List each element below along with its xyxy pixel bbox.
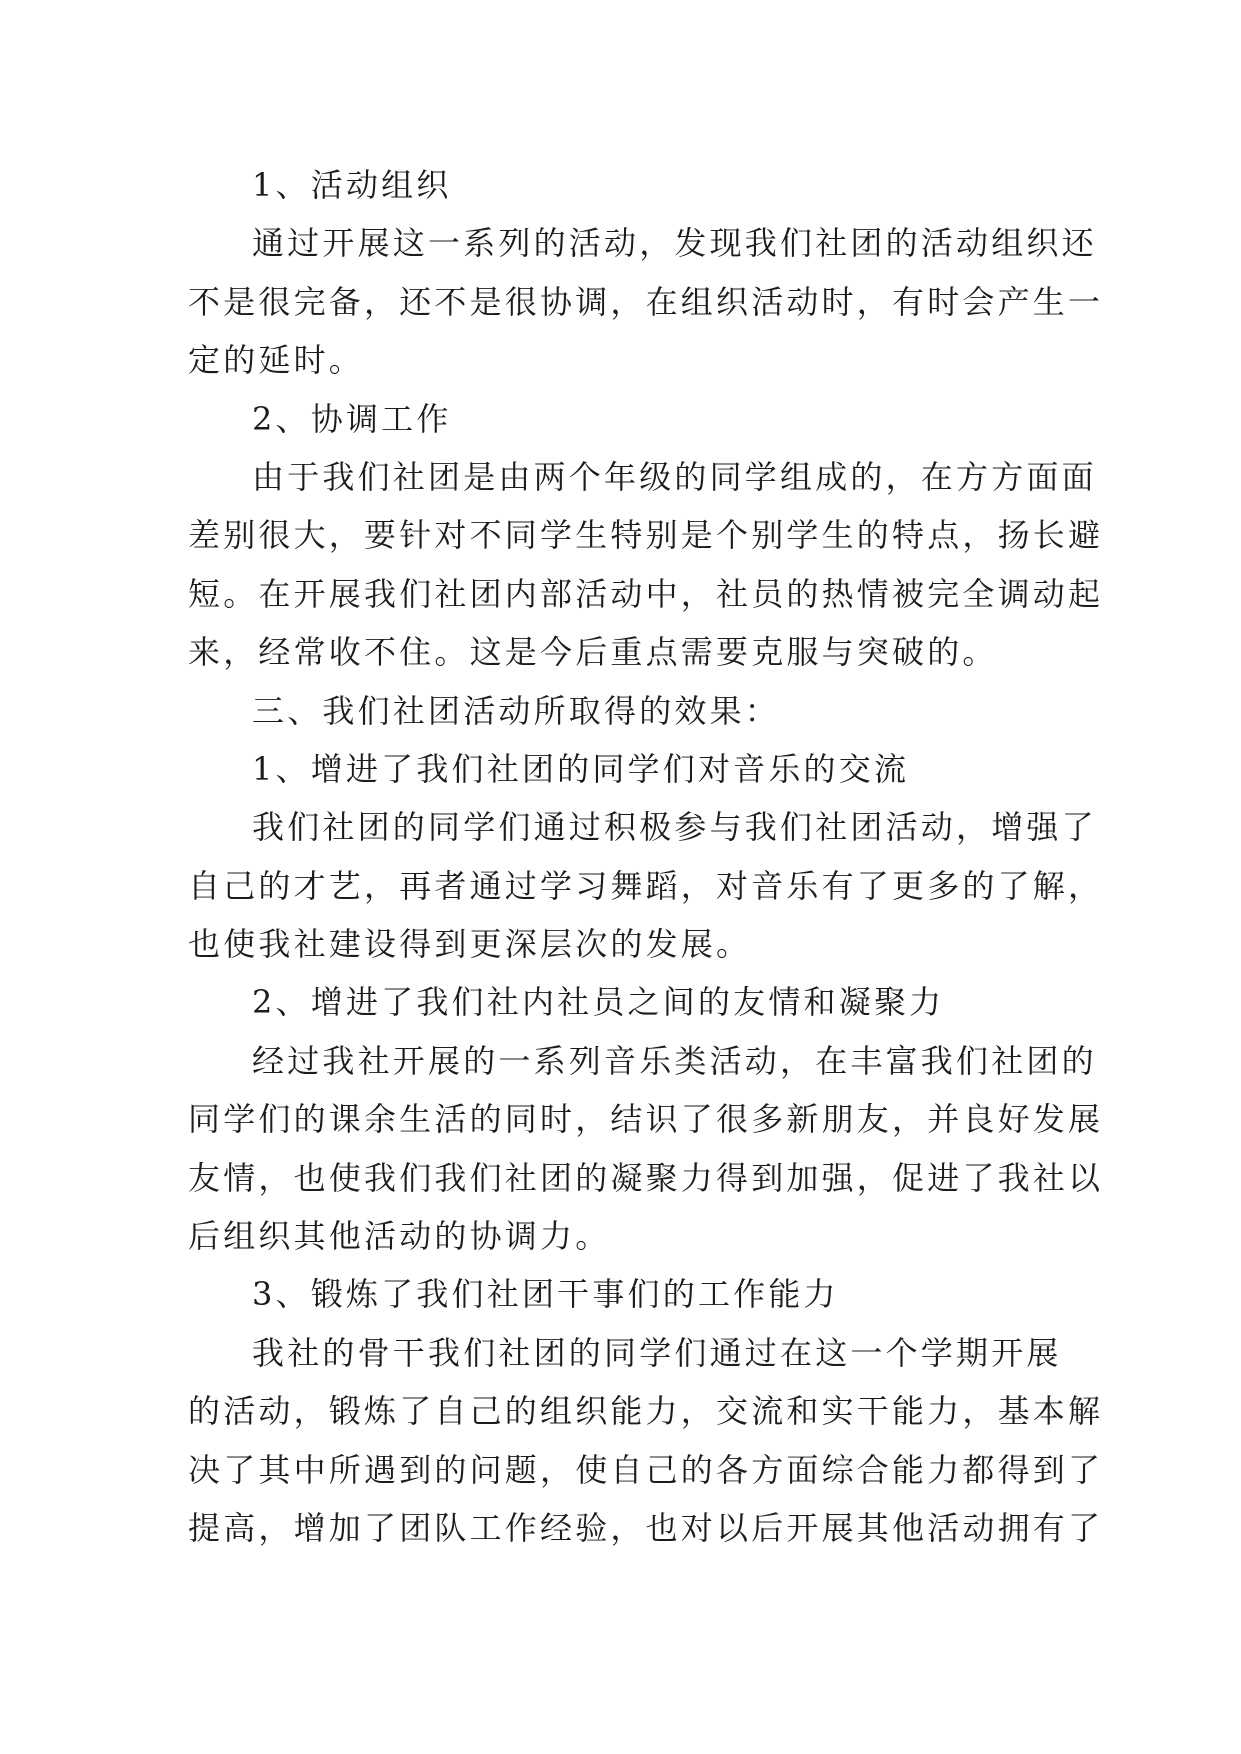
section-heading-coordination: 2、协调工作 — [252, 399, 452, 438]
paragraph-line: 不是很完备，还不是很协调，在组织活动时，有时会产生一 — [188, 282, 1104, 321]
paragraph-line: 决了其中所遇到的问题，使自己的各方面综合能力都得到了 — [188, 1450, 1104, 1489]
section-heading-results: 三、我们社团活动所取得的效果： — [252, 691, 781, 730]
paragraph-line: 经过我社开展的一系列音乐类活动，在丰富我们社团的 — [252, 1041, 1097, 1080]
paragraph-line: 通过开展这一系列的活动，发现我们社团的活动组织还 — [252, 224, 1097, 263]
paragraph-line: 的活动，锻炼了自己的组织能力，交流和实干能力，基本解 — [188, 1392, 1104, 1431]
paragraph-line: 差别很大，要针对不同学生特别是个别学生的特点，扬长避 — [188, 516, 1104, 555]
paragraph-line: 我社的骨干我们社团的同学们通过在这一个学期开展 — [252, 1333, 1062, 1372]
paragraph-line: 短。在开展我们社团内部活动中，社员的热情被完全调动起 — [188, 574, 1104, 613]
paragraph-line: 由于我们社团是由两个年级的同学组成的，在方方面面 — [252, 457, 1097, 496]
paragraph-line: 同学们的课余生活的同时，结识了很多新朋友，并良好发展 — [188, 1100, 1104, 1139]
subsection-heading-friendship: 2、增进了我们社内社员之间的友情和凝聚力 — [252, 983, 945, 1022]
paragraph-line: 定的延时。 — [188, 341, 365, 380]
paragraph-line: 友情，也使我们我们社团的凝聚力得到加强，促进了我社以 — [188, 1158, 1104, 1197]
paragraph-line: 来，经常收不住。这是今后重点需要克服与突破的。 — [188, 633, 998, 672]
paragraph-line: 后组织其他活动的协调力。 — [188, 1217, 611, 1256]
paragraph-line: 自己的才艺，再者通过学习舞蹈，对音乐有了更多的了解， — [188, 866, 1104, 905]
subsection-heading-music-exchange: 1、增进了我们社团的同学们对音乐的交流 — [252, 749, 910, 788]
paragraph-line: 我们社团的同学们通过积极参与我们社团活动，增强了 — [252, 808, 1097, 847]
subsection-heading-work-ability: 3、锻炼了我们社团干事们的工作能力 — [252, 1275, 839, 1314]
paragraph-line: 提高，增加了团队工作经验，也对以后开展其他活动拥有了 — [188, 1508, 1104, 1547]
section-heading-activity-organization: 1、活动组织 — [252, 166, 452, 204]
document-body — [188, 156, 1104, 1557]
paragraph-line: 也使我社建设得到更深层次的发展。 — [188, 925, 752, 964]
